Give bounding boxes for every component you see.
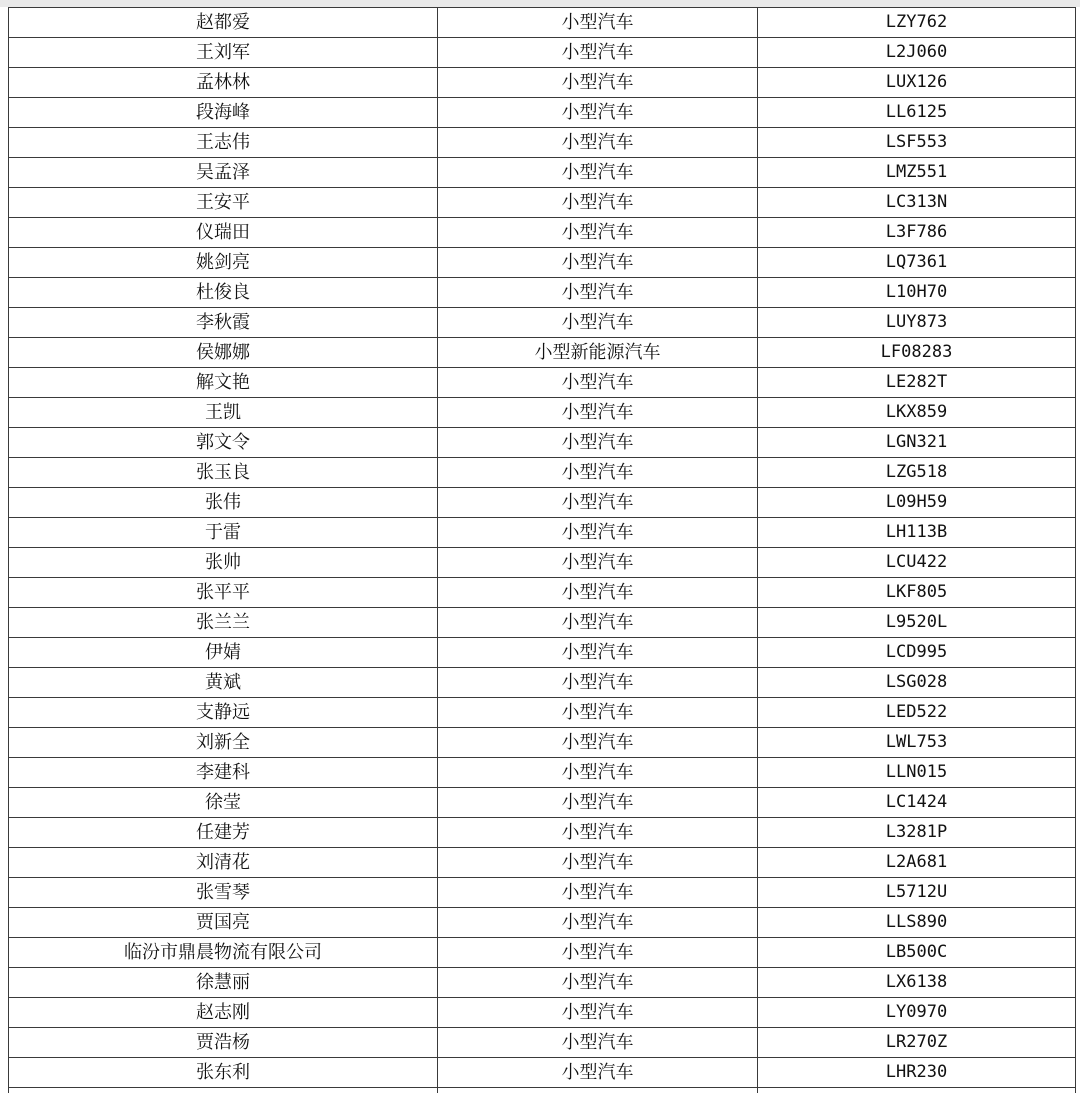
vehicle-type-cell: 小型汽车: [438, 818, 758, 848]
vehicle-type-cell: 小型汽车: [438, 698, 758, 728]
vehicle-registration-table: [8, 7, 1076, 1093]
table-row: [9, 548, 1076, 578]
table-row: [9, 908, 1076, 938]
plate-number-cell: LSF553: [758, 128, 1076, 158]
vehicle-type-cell: 小型汽车: [438, 188, 758, 218]
table-row: [9, 38, 1076, 68]
plate-number-cell: LKX859: [758, 398, 1076, 428]
vehicle-type-cell: 小型汽车: [438, 488, 758, 518]
owner-name-cell: [9, 1088, 438, 1093]
owner-name-cell: 黄斌: [9, 668, 438, 698]
owner-name-cell: 张帅: [9, 548, 438, 578]
vehicle-type-cell: 小型汽车: [438, 218, 758, 248]
vehicle-type-cell: 小型汽车: [438, 1028, 758, 1058]
vehicle-type-cell: 小型汽车: [438, 878, 758, 908]
owner-name-cell: 杜俊良: [9, 278, 438, 308]
table-row: [9, 278, 1076, 308]
table-row: [9, 488, 1076, 518]
table-row: [9, 638, 1076, 668]
vehicle-type-cell: 小型汽车: [438, 518, 758, 548]
plate-number-cell: L5712U: [758, 878, 1076, 908]
table-row: [9, 398, 1076, 428]
plate-number-cell: LZY762: [758, 8, 1076, 38]
vehicle-type-cell: 小型汽车: [438, 998, 758, 1028]
owner-name-cell: 临汾市鼎晨物流有限公司: [9, 938, 438, 968]
owner-name-cell: 姚剑亮: [9, 248, 438, 278]
owner-name-cell: 于雷: [9, 518, 438, 548]
plate-number-cell: L9520L: [758, 608, 1076, 638]
plate-number-cell: LSG028: [758, 668, 1076, 698]
table-row: [9, 758, 1076, 788]
table-row: [9, 578, 1076, 608]
table-row: [9, 848, 1076, 878]
table-row: [9, 8, 1076, 38]
vehicle-type-cell: 小型汽车: [438, 248, 758, 278]
table-row: [9, 98, 1076, 128]
table-row: [9, 248, 1076, 278]
table-row: [9, 998, 1076, 1028]
owner-name-cell: 张平平: [9, 578, 438, 608]
table-row: [9, 518, 1076, 548]
plate-number-cell: L2J060: [758, 38, 1076, 68]
vehicle-type-cell: 小型汽车: [438, 908, 758, 938]
plate-number-cell: LHR230: [758, 1058, 1076, 1088]
vehicle-type-cell: 小型汽车: [438, 758, 758, 788]
plate-number-cell: L3281P: [758, 818, 1076, 848]
table-row: [9, 938, 1076, 968]
plate-number-cell: LC1424: [758, 788, 1076, 818]
vehicle-type-cell: 小型汽车: [438, 1058, 758, 1088]
table-row: [9, 1088, 1076, 1093]
vehicle-type-cell: 小型汽车: [438, 938, 758, 968]
owner-name-cell: 解文艳: [9, 368, 438, 398]
table-row: [9, 1028, 1076, 1058]
vehicle-type-cell: 小型汽车: [438, 398, 758, 428]
owner-name-cell: 李秋霞: [9, 308, 438, 338]
owner-name-cell: 侯娜娜: [9, 338, 438, 368]
table-row: [9, 728, 1076, 758]
plate-number-cell: LH113B: [758, 518, 1076, 548]
table-row: [9, 188, 1076, 218]
owner-name-cell: 仪瑞田: [9, 218, 438, 248]
owner-name-cell: 赵志刚: [9, 998, 438, 1028]
table-row: [9, 308, 1076, 338]
vehicle-type-cell: 小型汽车: [438, 368, 758, 398]
owner-name-cell: 徐慧丽: [9, 968, 438, 998]
plate-number-cell: L2A681: [758, 848, 1076, 878]
top-edge-band: [0, 0, 1080, 7]
plate-number-cell: LWL753: [758, 728, 1076, 758]
table-row: [9, 338, 1076, 368]
plate-number-cell: LY0970: [758, 998, 1076, 1028]
plate-number-cell: L3F786: [758, 218, 1076, 248]
table-row: [9, 128, 1076, 158]
owner-name-cell: 支静远: [9, 698, 438, 728]
owner-name-cell: 刘新全: [9, 728, 438, 758]
vehicle-type-cell: 小型汽车: [438, 98, 758, 128]
plate-number-cell: LQ7361: [758, 248, 1076, 278]
owner-name-cell: 徐莹: [9, 788, 438, 818]
owner-name-cell: 伊婧: [9, 638, 438, 668]
owner-name-cell: 任建芳: [9, 818, 438, 848]
owner-name-cell: 孟林林: [9, 68, 438, 98]
plate-number-cell: LB500C: [758, 938, 1076, 968]
vehicle-type-cell: 小型汽车: [438, 38, 758, 68]
table-row: [9, 878, 1076, 908]
plate-number-cell: [758, 1088, 1076, 1093]
table-row: [9, 428, 1076, 458]
plate-number-cell: LE282T: [758, 368, 1076, 398]
table-row: [9, 788, 1076, 818]
owner-name-cell: 郭文令: [9, 428, 438, 458]
owner-name-cell: 刘清花: [9, 848, 438, 878]
table-row: [9, 1058, 1076, 1088]
vehicle-type-cell: 小型汽车: [438, 968, 758, 998]
vehicle-type-cell: 小型汽车: [438, 128, 758, 158]
owner-name-cell: 张雪琴: [9, 878, 438, 908]
plate-number-cell: LX6138: [758, 968, 1076, 998]
vehicle-type-cell: 小型汽车: [438, 668, 758, 698]
plate-number-cell: LUX126: [758, 68, 1076, 98]
plate-number-cell: LCD995: [758, 638, 1076, 668]
table-row: [9, 158, 1076, 188]
vehicle-type-cell: 小型汽车: [438, 848, 758, 878]
vehicle-type-cell: 小型汽车: [438, 428, 758, 458]
owner-name-cell: 李建科: [9, 758, 438, 788]
vehicle-type-cell: 小型汽车: [438, 278, 758, 308]
plate-number-cell: LMZ551: [758, 158, 1076, 188]
owner-name-cell: 贾浩杨: [9, 1028, 438, 1058]
vehicle-type-cell: 小型汽车: [438, 608, 758, 638]
vehicle-type-cell: 小型汽车: [438, 158, 758, 188]
table-row: [9, 218, 1076, 248]
plate-number-cell: LLS890: [758, 908, 1076, 938]
table-row: [9, 968, 1076, 998]
owner-name-cell: 吴孟泽: [9, 158, 438, 188]
vehicle-type-cell: 小型汽车: [438, 578, 758, 608]
owner-name-cell: 王凯: [9, 398, 438, 428]
table-row: [9, 608, 1076, 638]
plate-number-cell: LED522: [758, 698, 1076, 728]
plate-number-cell: LLN015: [758, 758, 1076, 788]
vehicle-type-cell: 小型汽车: [438, 548, 758, 578]
vehicle-type-cell: 小型新能源汽车: [438, 338, 758, 368]
owner-name-cell: 张兰兰: [9, 608, 438, 638]
plate-number-cell: LGN321: [758, 428, 1076, 458]
owner-name-cell: 贾国亮: [9, 908, 438, 938]
owner-name-cell: 赵都爱: [9, 8, 438, 38]
owner-name-cell: 张东利: [9, 1058, 438, 1088]
vehicle-type-cell: 小型汽车: [438, 308, 758, 338]
plate-number-cell: LZG518: [758, 458, 1076, 488]
plate-number-cell: LR270Z: [758, 1028, 1076, 1058]
plate-number-cell: LL6125: [758, 98, 1076, 128]
vehicle-type-cell: 小型汽车: [438, 68, 758, 98]
plate-number-cell: L09H59: [758, 488, 1076, 518]
table-row: [9, 458, 1076, 488]
table-body: [9, 8, 1076, 1093]
vehicle-type-cell: 小型汽车: [438, 728, 758, 758]
plate-number-cell: LKF805: [758, 578, 1076, 608]
vehicle-type-cell: 小型汽车: [438, 638, 758, 668]
table-row: [9, 698, 1076, 728]
owner-name-cell: 段海峰: [9, 98, 438, 128]
table-row: [9, 818, 1076, 848]
plate-number-cell: LC313N: [758, 188, 1076, 218]
table-row: [9, 68, 1076, 98]
owner-name-cell: 张伟: [9, 488, 438, 518]
vehicle-type-cell: 小型汽车: [438, 458, 758, 488]
table-row: [9, 668, 1076, 698]
vehicle-type-cell: 小型汽车: [438, 8, 758, 38]
owner-name-cell: 张玉良: [9, 458, 438, 488]
plate-number-cell: LUY873: [758, 308, 1076, 338]
plate-number-cell: LCU422: [758, 548, 1076, 578]
vehicle-type-cell: 小型汽车: [438, 788, 758, 818]
owner-name-cell: 王安平: [9, 188, 438, 218]
owner-name-cell: 王志伟: [9, 128, 438, 158]
plate-number-cell: LF08283: [758, 338, 1076, 368]
table-row: [9, 368, 1076, 398]
owner-name-cell: 王刘军: [9, 38, 438, 68]
vehicle-type-cell: [438, 1088, 758, 1093]
plate-number-cell: L10H70: [758, 278, 1076, 308]
